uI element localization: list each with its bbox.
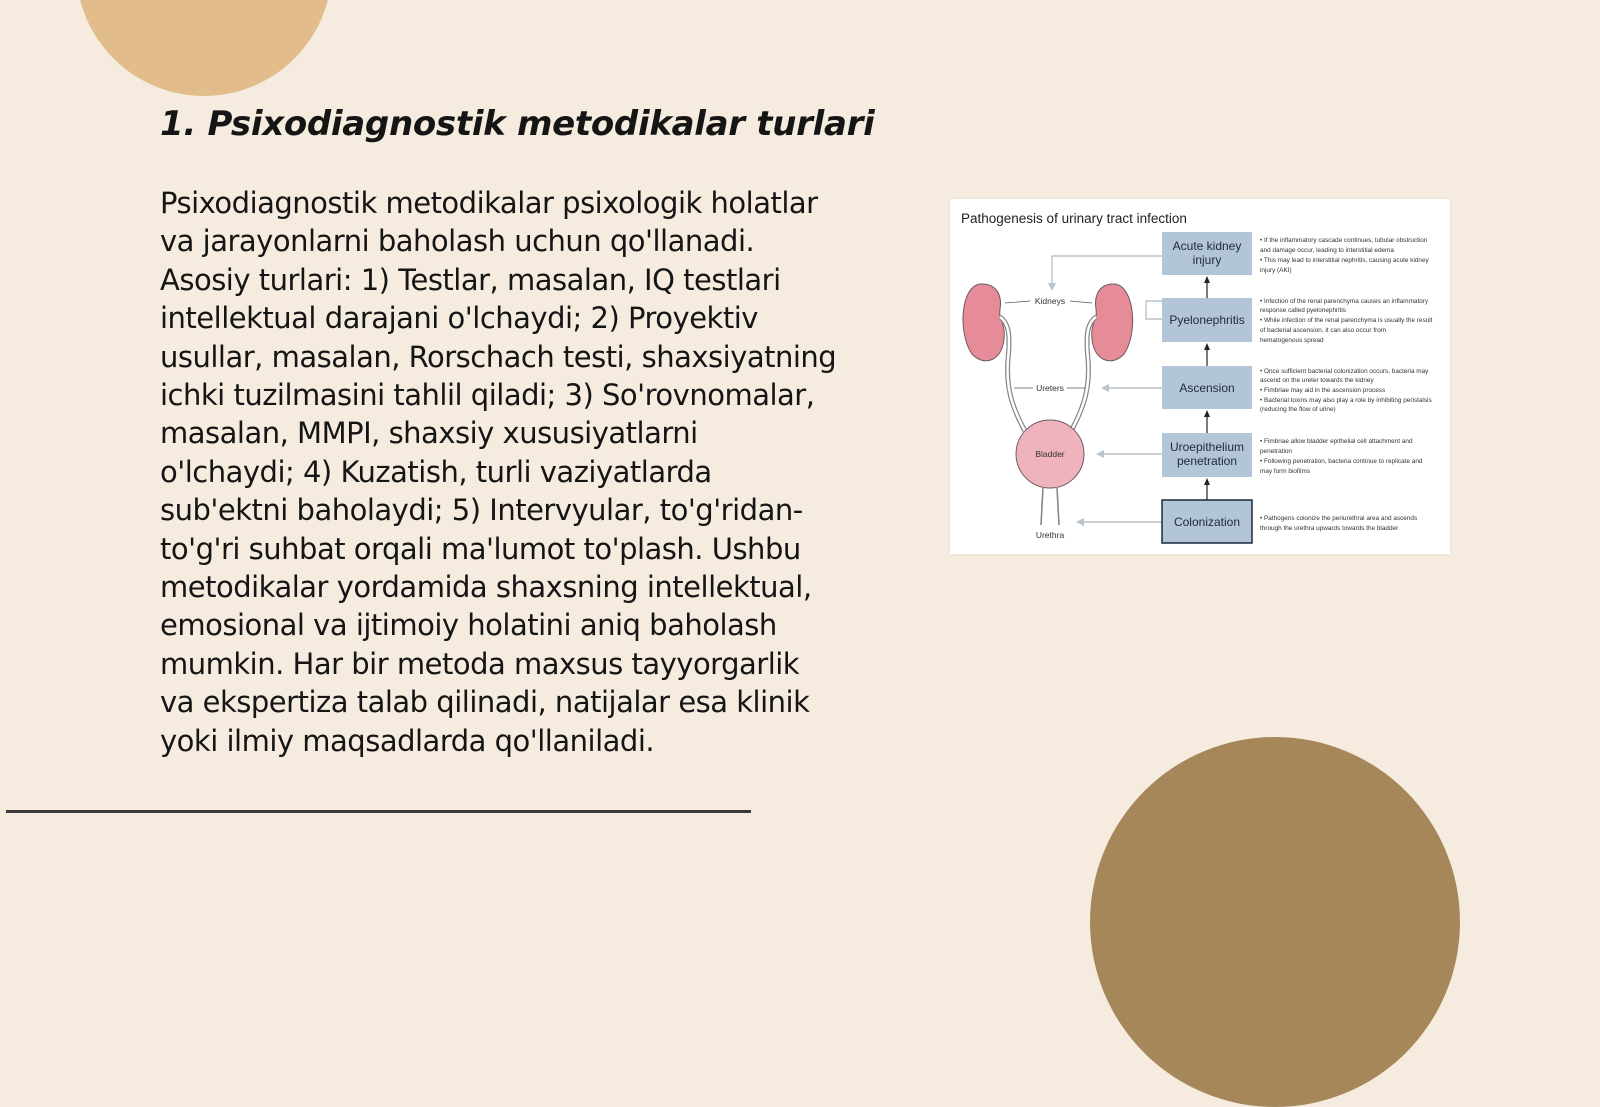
bladder-label: Bladder [1035,449,1065,459]
note-ascension-3: • Bacterial toxins may also play a role by inhibiting peristalsis [1260,397,1432,404]
slide-title: 1. Psixodiagnostik metodikalar turlari [160,104,875,144]
uti-diagram [950,199,1450,554]
right-kidney [1092,284,1133,361]
note-pyelo-3: of bacterial ascension, it can also occur from [1260,327,1387,334]
kidneys-pointer-left [1005,301,1030,303]
ureters-label: Ureters [1036,383,1064,393]
note-uro-0: • Fimbriae allow bladder epithelial cell attachment and [1260,438,1413,445]
note-colonization-1: through the urethra upwards towards the bladder [1260,525,1399,532]
note-ascension-2: • Fimbriae may aid in the ascension process [1260,387,1386,394]
left-kidney [963,284,1004,361]
note-aki-3: injury (AKI) [1260,267,1292,274]
urethra [1041,487,1059,525]
notes-pyelonephritis [1260,298,1433,344]
uroepithelium-label-1: Uroepithelium [1169,440,1245,454]
note-colonization-0: • Pathogens colonize the periurethral area and ascends [1260,515,1418,522]
uti-pathogenesis-figure [950,199,1450,554]
aki-label-1: Acute kidney [1172,239,1242,253]
note-pyelo-4: hematogenous spread [1260,337,1324,344]
pyelonephritis-label: Pyelonephritis [1169,313,1245,327]
pyelo-pointer [1146,301,1162,319]
note-ascension-0: • Once sufficient bacterial colonization occurs, bacteria may [1260,368,1429,375]
note-uro-2: • Following penetration, bacteria continue to replicate and [1260,458,1423,465]
notes-ascension [1260,368,1432,413]
note-aki-0: • If the inflammatory cascade continues, tubular obstruction [1260,237,1428,244]
urethra-label: Urethra [1035,530,1065,540]
note-pyelo-1: response called pyelonephritis [1260,307,1346,314]
note-ascension-4: (reducing the flow of urine) [1260,406,1336,413]
note-aki-2: • This may lead to interstitial nephritis, causing acute kidney [1260,257,1429,264]
aki-pointer [1052,256,1162,287]
urinary-tract-anatomy [963,284,1133,540]
divider-line [6,810,751,813]
ascension-label: Ascension [1179,381,1235,395]
note-pyelo-2: • While infection of the renal parenchyma is usually the result [1260,317,1433,324]
aki-label-2: injury [1192,253,1222,267]
slide-body-text: Psixodiagnostik metodikalar psixologik holatlar va jarayonlarni baholash uchun qo'llanadi. Asosiy turlari: 1) Testlar, masalan, IQ testlari intellektual darajani o'lchaydi; 2) Proyektiv usullar, masalan, Rorschach testi, shaxsiyatning ichki tuzilmasini tahlil qiladi; 3) So'rovnomalar, masalan, MMPI, shaxsiy xususiyatlarni o'lchaydi; 4) Kuzatish, turli vaziyatlarda sub'ektni baholaydi; 5) Intervyular, to'g'ridan-to'g'ri suhbat orqali ma'lumot to'plash. Ushbu metodikalar yordamida shaxsning intellektual, emosional va ijtimoiy holatini aniq baholash mumkin. Har bir metoda maxsus tayyorgarlik va ekspertiza talab qilinadi, natijalar esa klinik yoki ilmiy maqsadlarda qo'llaniladi. [160,186,837,758]
kidneys-pointer-right [1070,301,1092,303]
note-uro-1: penetration [1260,448,1292,455]
note-uro-3: may form biofilms [1260,468,1311,475]
note-pyelo-0: • Infection of the renal parenchyma causes an inflammatory [1260,298,1429,305]
kidneys-label: Kidneys [1034,296,1066,306]
figure-title: Pathogenesis of urinary tract infection [961,211,1187,226]
notes-aki [1260,237,1430,274]
decorative-circle-top [76,0,332,96]
decorative-circle-bottom [1090,737,1460,1107]
notes-colonization [1260,515,1417,532]
notes-uroepithelium [1260,438,1423,475]
uroepithelium-label-2: penetration [1176,454,1238,468]
note-aki-1: and damage occur, leading to interstitial edema [1260,247,1394,254]
colonization-label: Colonization [1173,515,1241,529]
note-ascension-1: ascend on the ureter towards the kidney [1260,377,1374,384]
